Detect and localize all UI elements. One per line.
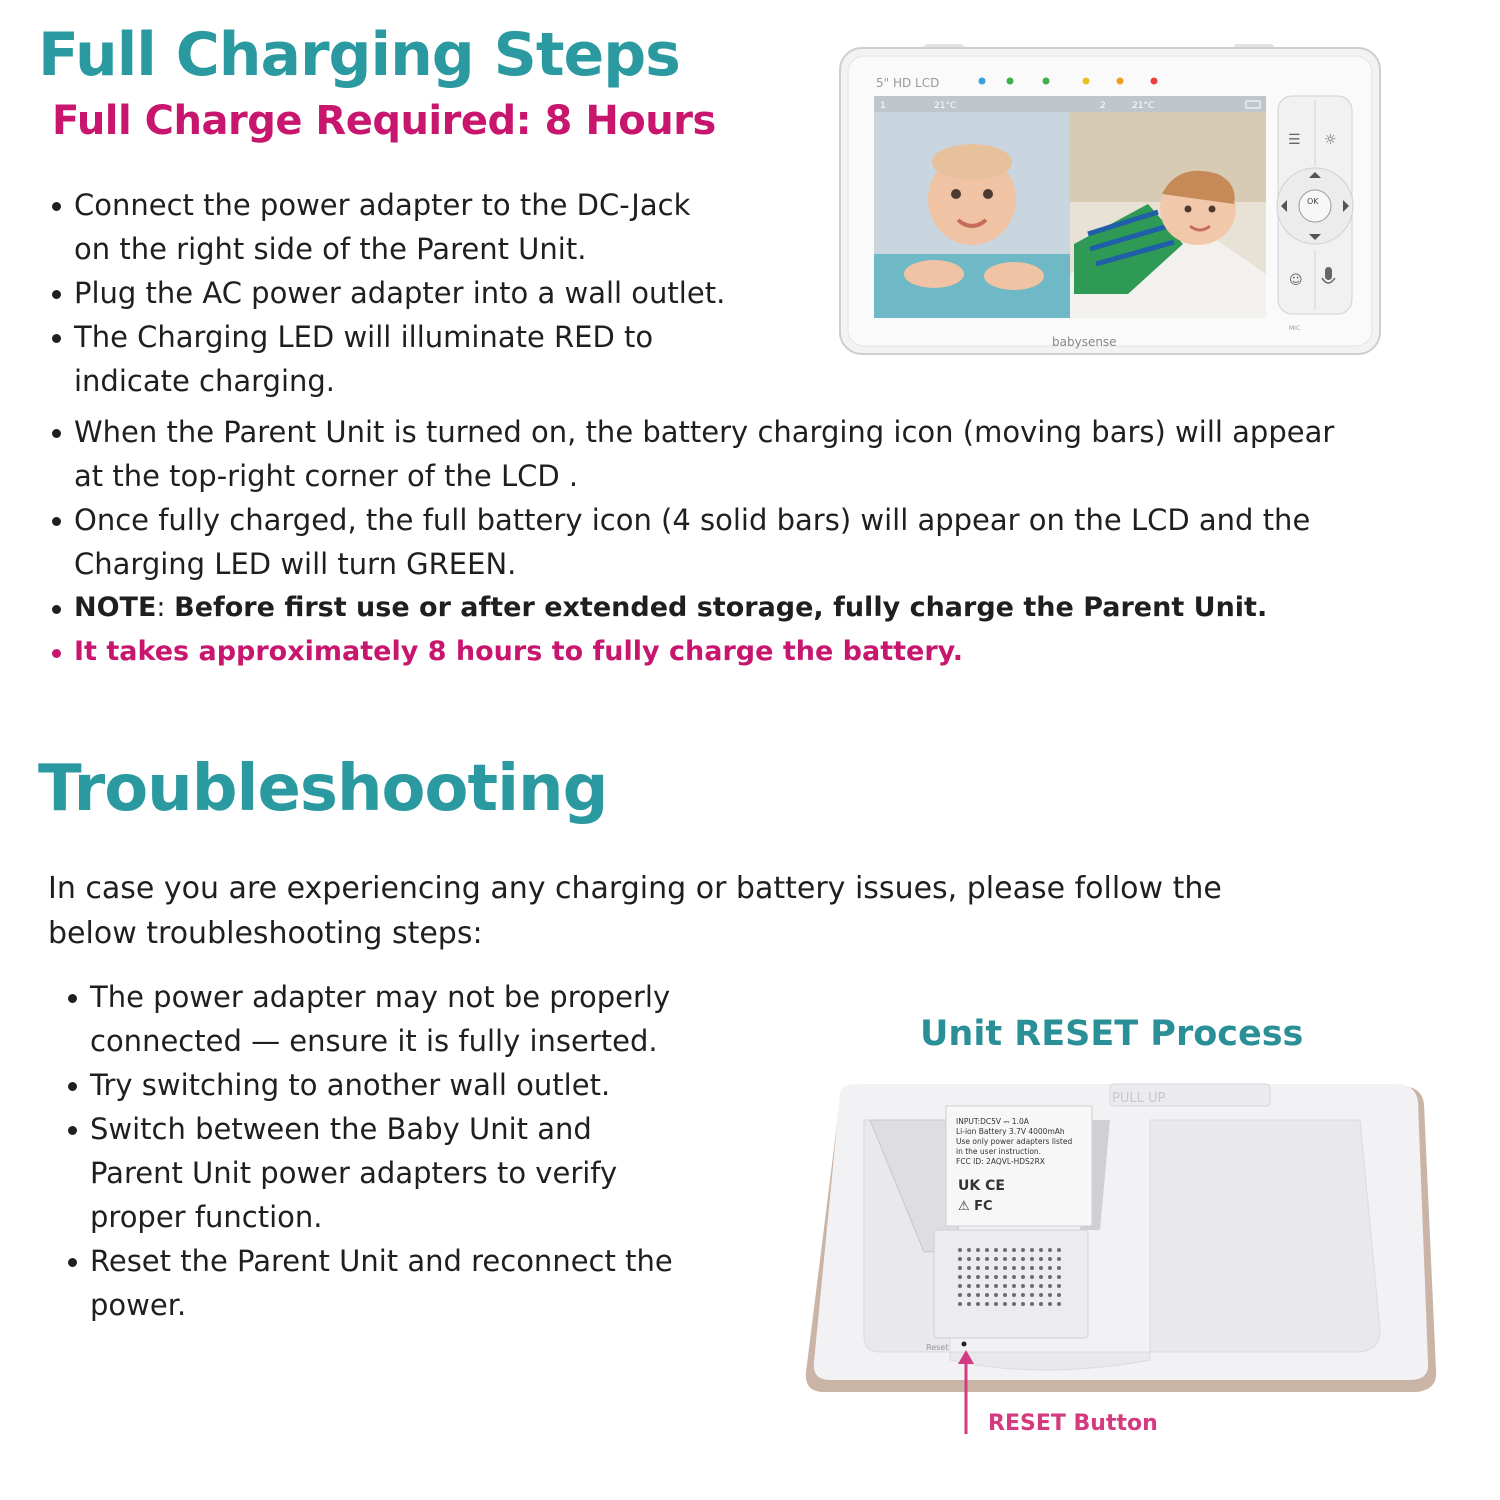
svg-text:21°C: 21°C xyxy=(934,101,957,111)
troubleshooting-title: Troubleshooting xyxy=(38,752,608,826)
list-item: Switch between the Baby Unit and xyxy=(64,1107,764,1151)
list-item: Plug the AC power adapter into a wall outlet. xyxy=(48,271,788,315)
svg-text:OK: OK xyxy=(1307,197,1319,206)
status-led xyxy=(979,78,986,85)
list-item-continuation: power. xyxy=(90,1288,187,1322)
list-item-continuation: connected — ensure it is fully inserted. xyxy=(90,1024,658,1058)
svg-text:21°C: 21°C xyxy=(1132,101,1155,111)
status-led xyxy=(1151,78,1158,85)
svg-text:UK CE: UK CE xyxy=(958,1178,1005,1194)
parent-unit-image xyxy=(838,44,1382,356)
highlight-item: It takes approximately 8 hours to fully charge the battery. xyxy=(48,630,1468,674)
list-item-continuation: on the right side of the Parent Unit. xyxy=(74,232,587,266)
label-line: Li-ion Battery 3.7V 4000mAh xyxy=(956,1127,1065,1136)
svg-text:MIC: MIC xyxy=(1289,325,1301,332)
troubleshooting-steps xyxy=(64,975,764,1327)
brand-logo: babysense xyxy=(1052,335,1117,349)
list-item: The power adapter may not be properly xyxy=(64,975,764,1019)
list-item-continuation: proper function. xyxy=(90,1200,323,1234)
screen-label: 5" HD LCD xyxy=(876,76,940,90)
reset-button-label: RESET Button xyxy=(988,1411,1158,1436)
list-item-continuation: Parent Unit power adapters to verify xyxy=(90,1156,618,1190)
svg-text:⚠ FC: ⚠ FC xyxy=(958,1199,993,1214)
label-line: in the user instruction. xyxy=(956,1147,1042,1156)
svg-text:☰: ☰ xyxy=(1288,132,1301,148)
charging-title: Full Charging Steps xyxy=(38,20,680,90)
label-line: Use only power adapters listed xyxy=(956,1137,1073,1146)
status-led xyxy=(1007,78,1014,85)
svg-text:1: 1 xyxy=(880,101,886,111)
charging-steps-wide xyxy=(48,410,1468,674)
svg-text:2: 2 xyxy=(1100,101,1106,111)
status-led xyxy=(1083,78,1090,85)
svg-text:Reset: Reset xyxy=(926,1343,949,1352)
reset-process-title: Unit RESET Process xyxy=(920,1014,1304,1054)
svg-text:PULL UP: PULL UP xyxy=(1112,1091,1166,1106)
status-led xyxy=(1117,78,1124,85)
svg-text:☺: ☺ xyxy=(1289,273,1303,288)
list-item: Try switching to another wall outlet. xyxy=(64,1063,764,1107)
charging-steps-top xyxy=(48,183,788,403)
note-item: NOTE: Before first use or after extended storage, fully charge the Parent Unit. xyxy=(48,586,1468,630)
status-led xyxy=(1043,78,1050,85)
list-item: Once fully charged, the full battery icon (4 solid bars) will appear on the LCD and the xyxy=(48,498,1468,542)
troubleshooting-intro: In case you are experiencing any charging or battery issues, please follow the below troubleshooting steps: xyxy=(48,871,1222,951)
charging-subtitle: Full Charge Required: 8 Hours xyxy=(52,98,716,144)
list-item-continuation: indicate charging. xyxy=(74,364,336,398)
reset-process-image xyxy=(800,1080,1440,1440)
list-item: Connect the power adapter to the DC-Jack xyxy=(48,183,788,227)
list-item-continuation: at the top-right corner of the LCD . xyxy=(74,459,579,493)
label-line: INPUT:DC5V ⎓ 1.0A xyxy=(956,1117,1029,1126)
list-item-continuation: Charging LED will turn GREEN. xyxy=(74,547,517,581)
list-item: When the Parent Unit is turned on, the battery charging icon (moving bars) will appear xyxy=(48,410,1468,454)
list-item: The Charging LED will illuminate RED to xyxy=(48,315,788,359)
label-line: FCC ID: 2AQVL-HDS2RX xyxy=(956,1157,1045,1166)
svg-text:☼: ☼ xyxy=(1324,132,1337,148)
list-item: Reset the Parent Unit and reconnect the xyxy=(64,1239,764,1283)
